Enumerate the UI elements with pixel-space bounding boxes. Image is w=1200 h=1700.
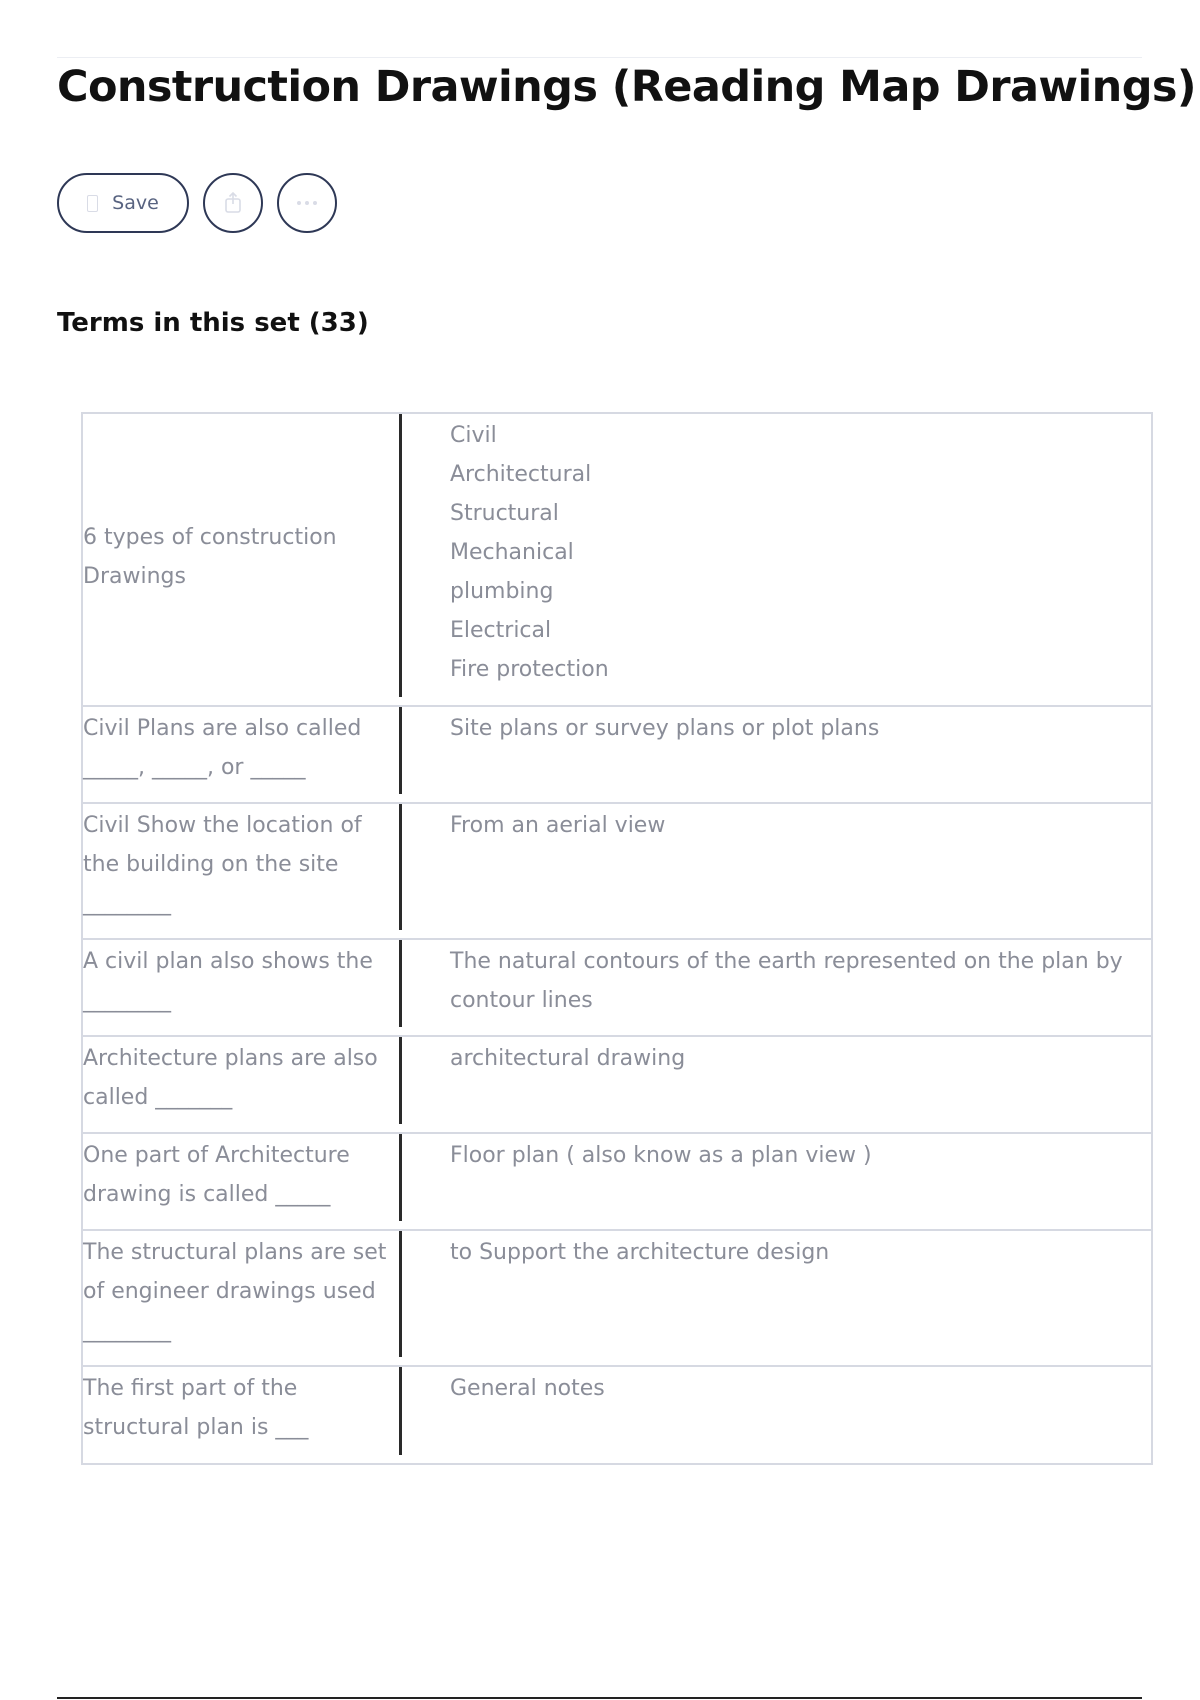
definition-list-item: plumbing <box>450 579 554 604</box>
term-row <box>83 707 1151 804</box>
term-text: Architecture plans are also called _______ <box>83 1037 402 1124</box>
term-text: The first part of the structural plan is ___ <box>83 1367 402 1455</box>
definition-text: General notes <box>450 1376 605 1401</box>
definition-text: The natural contours of the earth represented on the plan by contour lines <box>450 949 1123 1013</box>
term-row <box>83 1367 1151 1463</box>
terms-table <box>81 412 1153 1465</box>
term-text: One part of Architecture drawing is called _____ <box>83 1134 402 1221</box>
definition-list-item: Structural <box>450 501 559 526</box>
term-row <box>83 940 1151 1037</box>
definition-list-item: Fire protection <box>450 657 609 682</box>
bookmark-icon <box>87 195 98 212</box>
definition-list-item: Electrical <box>450 618 552 643</box>
definition-text: architectural drawing <box>450 1046 686 1071</box>
save-button-label: Save <box>112 192 159 214</box>
term-row <box>83 1134 1151 1231</box>
term-row <box>83 1037 1151 1134</box>
term-row <box>83 804 1151 940</box>
term-text: Civil Show the location of the building on the site ________ <box>83 804 402 930</box>
definition-list-item: Mechanical <box>450 540 574 565</box>
save-button[interactable] <box>57 173 189 233</box>
top-divider <box>57 57 1142 58</box>
share-button[interactable] <box>203 173 263 233</box>
term-text: Civil Plans are also called _____, _____, or _____ <box>83 707 402 794</box>
term-text: The structural plans are set of engineer drawings used ________ <box>83 1231 402 1357</box>
bottom-divider <box>57 1697 1142 1699</box>
definition-text: to Support the architecture design <box>450 1240 830 1265</box>
term-text: 6 types of construction Drawings <box>83 414 402 697</box>
more-icon <box>295 199 319 207</box>
definition-text: Site plans or survey plans or plot plans <box>450 716 880 741</box>
definition-text <box>402 414 1151 697</box>
definition-text: From an aerial view <box>450 813 666 838</box>
more-options-button[interactable] <box>277 173 337 233</box>
term-row <box>83 1231 1151 1367</box>
definition-list <box>450 416 1131 689</box>
action-bar <box>57 173 337 233</box>
term-text: A civil plan also shows the ________ <box>83 940 402 1027</box>
page-title: Construction Drawings (Reading Map Drawings) <box>57 62 1196 112</box>
definition-list-item: Civil <box>450 423 497 448</box>
terms-heading: Terms in this set (33) <box>57 308 369 338</box>
definition-list-item: Architectural <box>450 462 592 487</box>
definition-text: Floor plan ( also know as a plan view ) <box>450 1143 872 1168</box>
share-icon <box>221 191 245 215</box>
term-row <box>83 414 1151 707</box>
